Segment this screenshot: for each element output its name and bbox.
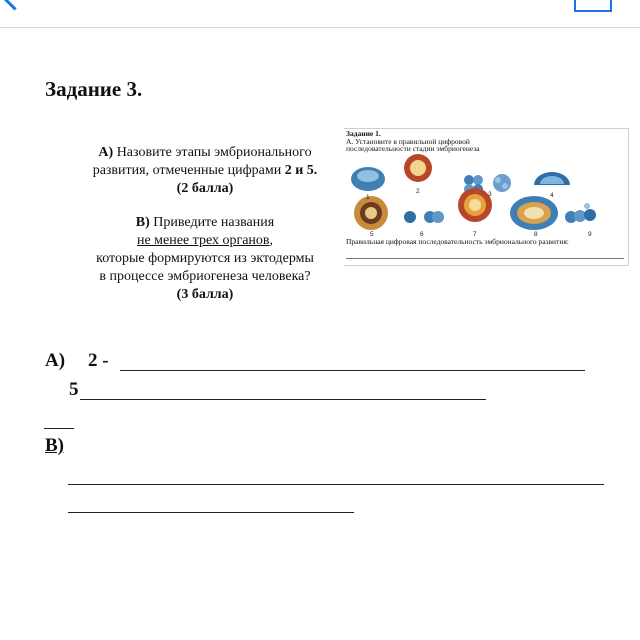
back-chevron-icon[interactable] [2, 0, 26, 11]
reference-image [344, 128, 629, 266]
question-b-points: (3 балла) [176, 287, 234, 302]
stage-label-2: 2 [416, 188, 420, 195]
question-b-text2: которые формируются из эктодермы [96, 251, 314, 266]
stage-label-7: 7 [473, 231, 477, 238]
question-a-lead: А) [98, 145, 114, 160]
stage-label-1: 1 [366, 194, 370, 201]
embryo-stage-1 [351, 167, 385, 191]
question-b-line1 [70, 214, 340, 232]
share-box-icon[interactable] [574, 0, 612, 12]
question-b-comma: , [269, 233, 274, 248]
answer-a-second: 5 [69, 379, 79, 400]
top-bar [0, 0, 640, 28]
stage-label-3: 3 [488, 191, 492, 198]
reference-caption: Правильная цифровая последовательность эмбрионального развития: [346, 237, 569, 246]
stage-label-4: 4 [550, 192, 554, 199]
question-b-text1: Приведите названия [149, 215, 275, 230]
question-a-line1 [70, 144, 340, 162]
answer-a-first: 2 - [88, 350, 109, 371]
question-a-nums: 2 и 5. [284, 163, 318, 178]
answer-b-line-2[interactable] [68, 512, 354, 513]
question-block [70, 144, 340, 304]
embryo-stage-9 [565, 203, 596, 223]
embryo-stage-extra [493, 174, 511, 192]
question-b-underlined: не менее трех органов [136, 233, 270, 248]
stage-label-6: 6 [420, 231, 424, 238]
answer-a-line-2[interactable] [80, 399, 486, 400]
embryo-stage-5 [354, 196, 388, 230]
question-a-text2: развития, отмеченные цифрами [92, 163, 285, 178]
answer-b-label: В) [45, 435, 64, 456]
question-a-text1: Назовите этапы эмбрионального [113, 145, 312, 160]
separator-line [44, 428, 74, 429]
question-a-points: (2 балла) [176, 181, 234, 196]
stage-label-9: 9 [588, 231, 592, 238]
question-a-line2 [70, 162, 340, 180]
reference-answer-line [346, 258, 624, 259]
task-title: Задание 3. [45, 77, 143, 101]
embryo-stage-2 [404, 154, 432, 182]
question-b-line2 [70, 232, 340, 250]
reference-subtitle2: последовательности стадии эмбриогенеза [346, 144, 480, 153]
stage-label-5: 5 [370, 231, 374, 238]
answer-b-line-1[interactable] [68, 484, 604, 485]
answer-a-label: А) [45, 350, 66, 371]
question-b-lead: В) [135, 215, 150, 230]
stage-label-8: 8 [534, 231, 538, 238]
question-b-text3: в процессе эмбриогенеза человека? [99, 269, 311, 284]
reference-title: Задание 1. [346, 129, 381, 138]
answer-a-line-1[interactable] [120, 370, 585, 371]
embryo-stage-8 [510, 196, 558, 230]
embryo-stages-illustration [344, 149, 628, 239]
embryo-stage-7 [458, 188, 492, 222]
embryo-stage-4 [534, 172, 570, 185]
embryo-stage-6 [404, 211, 444, 223]
reference-subtitle1: А. Установите в правильной цифровой [346, 137, 470, 146]
